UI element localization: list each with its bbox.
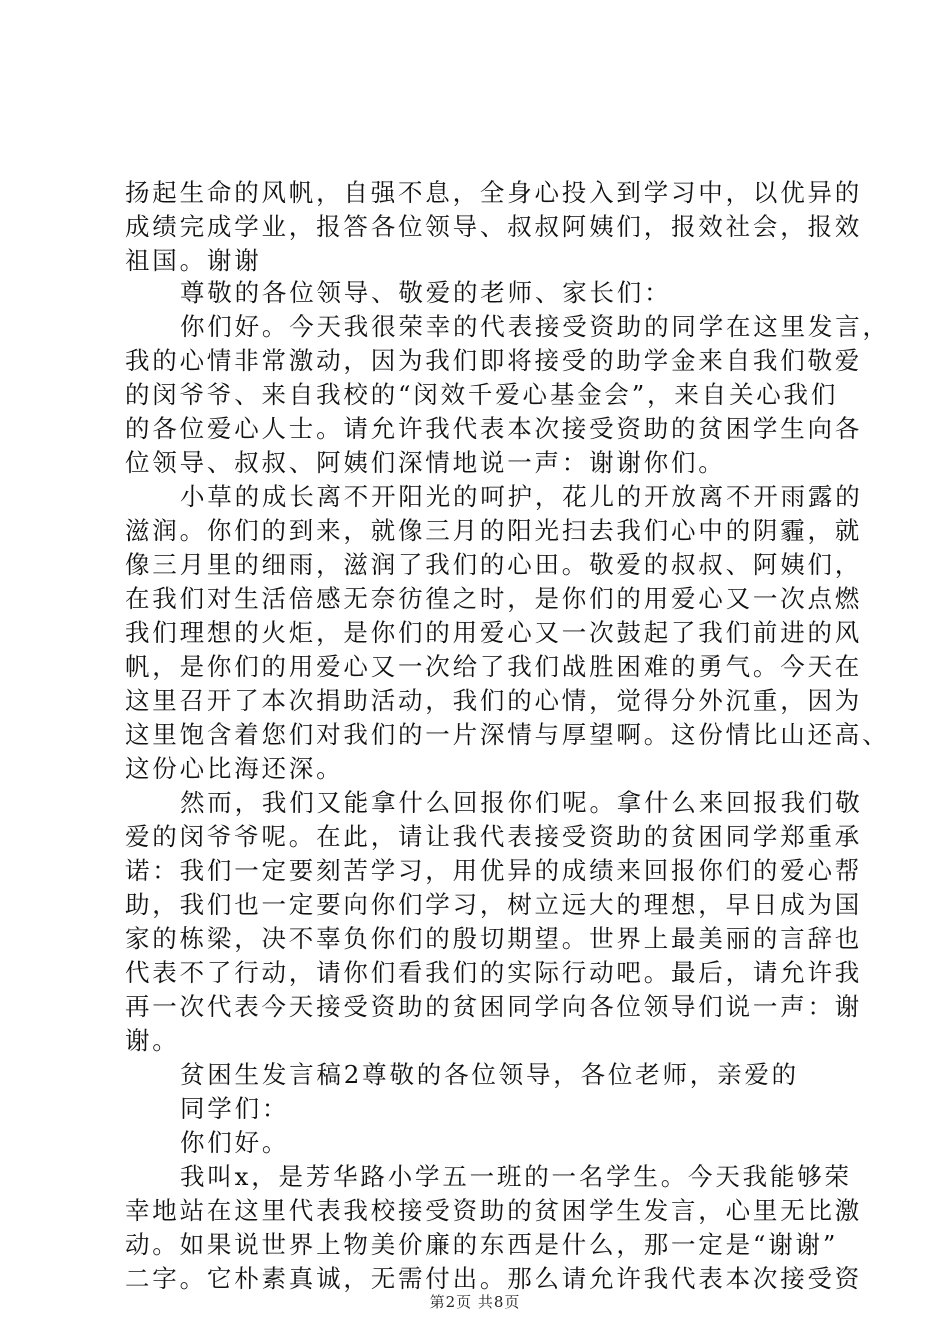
text-line: 动。如果说世界上物美价廉的东西是什么，那一定是“谢谢”	[125, 1230, 839, 1259]
text-line: 小草的成长离不开阳光的呵护，花儿的开放离不开雨露的	[180, 482, 863, 511]
text-line: 然而，我们又能拿什么回报你们呢。拿什么来回报我们敬	[180, 788, 863, 817]
text-line: 像三月里的细雨，滋润了我们的心田。敬爱的叔叔、阿姨们，	[125, 550, 863, 579]
text-line: 你们好。今天我很荣幸的代表接受资助的同学在这里发言，	[180, 312, 890, 341]
text-line: 诺：我们一定要刻苦学习，用优异的成绩来回报你们的爱心帮	[125, 856, 863, 885]
text-line: 位领导、叔叔、阿姨们深情地说一声：谢谢你们。	[125, 448, 726, 477]
text-line: 扬起生命的风帆，自强不息，全身心投入到学习中，以优异的	[125, 178, 863, 207]
text-line: 这里饱含着您们对我们的一片深情与厚望啊。这份情比山还高、	[125, 720, 890, 749]
text-line: 代表不了行动，请你们看我们的实际行动吧。最后，请允许我	[125, 958, 863, 987]
text-line: 我们理想的火炬，是你们的用爱心又一次鼓起了我们前进的风	[125, 618, 863, 647]
text-line: 这份心比海还深。	[125, 754, 344, 783]
text-line: 再一次代表今天接受资助的贫困同学向各位领导们说一声：谢	[125, 992, 863, 1021]
page-number-footer: 第2页 共8页	[429, 1293, 521, 1311]
text-line: 同学们：	[180, 1094, 290, 1123]
text-line: 我叫x，是芳华路小学五一班的一名学生。今天我能够荣	[180, 1162, 852, 1191]
text-line: 你们好。	[180, 1128, 290, 1157]
text-line: 二字。它朴素真诚，无需付出。那么请允许我代表本次接受资	[125, 1264, 863, 1293]
text-line: 这里召开了本次捐助活动，我们的心情，觉得分外沉重，因为	[125, 686, 863, 715]
text-line: 祖国。谢谢	[125, 246, 262, 275]
text-line: 贫困生发言稿2尊敬的各位领导，各位老师，亲爱的	[180, 1060, 799, 1089]
text-line: 在我们对生活倍感无奈彷徨之时，是你们的用爱心又一次点燃	[125, 584, 863, 613]
text-line: 我的心情非常激动，因为我们即将接受的助学金来自我们敬爱	[125, 346, 863, 375]
text-line: 成绩完成学业，报答各位领导、叔叔阿姨们，报效社会，报效	[125, 212, 863, 241]
text-line: 尊敬的各位领导、敬爱的老师、家长们：	[180, 278, 672, 307]
text-line: 的各位爱心人士。请允许我代表本次接受资助的贫困学生向各	[125, 414, 863, 443]
text-line: 谢。	[125, 1026, 180, 1055]
text-line: 帆，是你们的用爱心又一次给了我们战胜困难的勇气。今天在	[125, 652, 863, 681]
text-line: 助，我们也一定要向你们学习，树立远大的理想，早日成为国	[125, 890, 863, 919]
text-line: 滋润。你们的到来，就像三月的阳光扫去我们心中的阴霾，就	[125, 516, 863, 545]
text-line: 幸地站在这里代表我校接受资助的贫困学生发言，心里无比激	[125, 1196, 863, 1225]
text-line: 家的栋梁，决不辜负你们的殷切期望。世界上最美丽的言辞也	[125, 924, 863, 953]
text-line: 的闵爷爷、来自我校的“闵效千爱心基金会”，来自关心我们	[125, 380, 839, 409]
text-line: 爱的闵爷爷呢。在此，请让我代表接受资助的贫困同学郑重承	[125, 822, 863, 851]
